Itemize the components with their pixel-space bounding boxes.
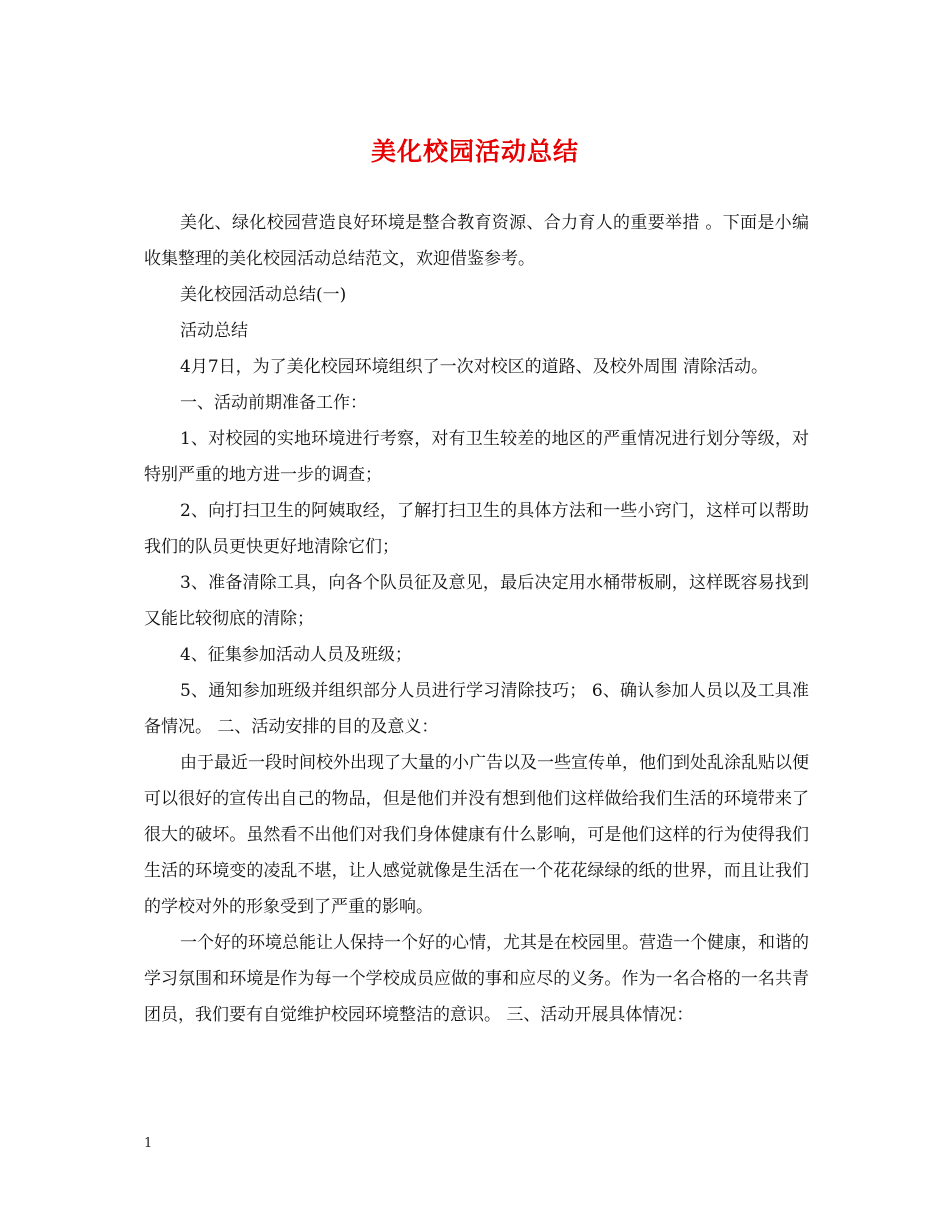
document-body [144, 205, 809, 1033]
paragraph-intro: 美化、绿化校园营造良好环境是整合教育资源、合力育人的重要举措 。下面是小编收集整理的美化校园活动总结范文，欢迎借鉴参考。 [144, 213, 809, 269]
page-title: 美化校园活动总结 [370, 137, 579, 166]
paragraph-date: 4月7日，为了美化校园环境组织了一次对校区的道路、及校外周围 清除活动。 [180, 357, 769, 377]
list-item: 1、对校园的实地环境进行考察，对有卫生较差的地区的严重情况进行划分等级，对特别严重的地方进一步的调查； [144, 429, 809, 485]
section-heading-prep: 一、活动前期准备工作： [180, 393, 367, 413]
subheading: 活动总结 [180, 321, 248, 341]
paragraph-body: 由于最近一段时间校外出现了大量的小广告以及一些宣传单，他们到处乱涂乱贴以便可以很好的宣传出自己的物品，但是他们并没有想到他们这样做给我们生活的环境带来了很大的破坏。虽然看不出他们对我们身体健康有什么影响，可是他们这样的行为使得我们生活的环境变的凌乱不堪，让人感觉就像是生活在一个花花绿绿的纸的世界，而且让我们的学校对外的形象受到了严重的影响。 [144, 753, 809, 917]
page-number: 1 [144, 1136, 153, 1151]
list-item: 2、向打扫卫生的阿姨取经，了解打扫卫生的具体方法和一些小窍门，这样可以帮助我们的队员更快更好地清除它们； [144, 501, 809, 557]
section-heading: 美化校园活动总结(一) [180, 285, 347, 305]
paragraph-body: 一个好的环境总能让人保持一个好的心情，尤其是在校园里。营造一个健康，和谐的学习氛围和环境是作为每一个学校成员应做的事和应尽的义务。作为一名合格的一名共青团员，我们要有自觉维护校园环境整洁的意识。 三、活动开展具体情况： [144, 933, 809, 1025]
list-item: 5、通知参加班级并组织部分人员进行学习清除技巧； 6、确认参加人员以及工具准备情况。 二、活动安排的目的及意义： [144, 681, 809, 737]
list-item: 3、准备清除工具，向各个队员征及意见，最后决定用水桶带板刷，这样既容易找到又能比较彻底的清除； [144, 573, 809, 629]
list-item: 4、征集参加活动人员及班级； [180, 645, 412, 665]
